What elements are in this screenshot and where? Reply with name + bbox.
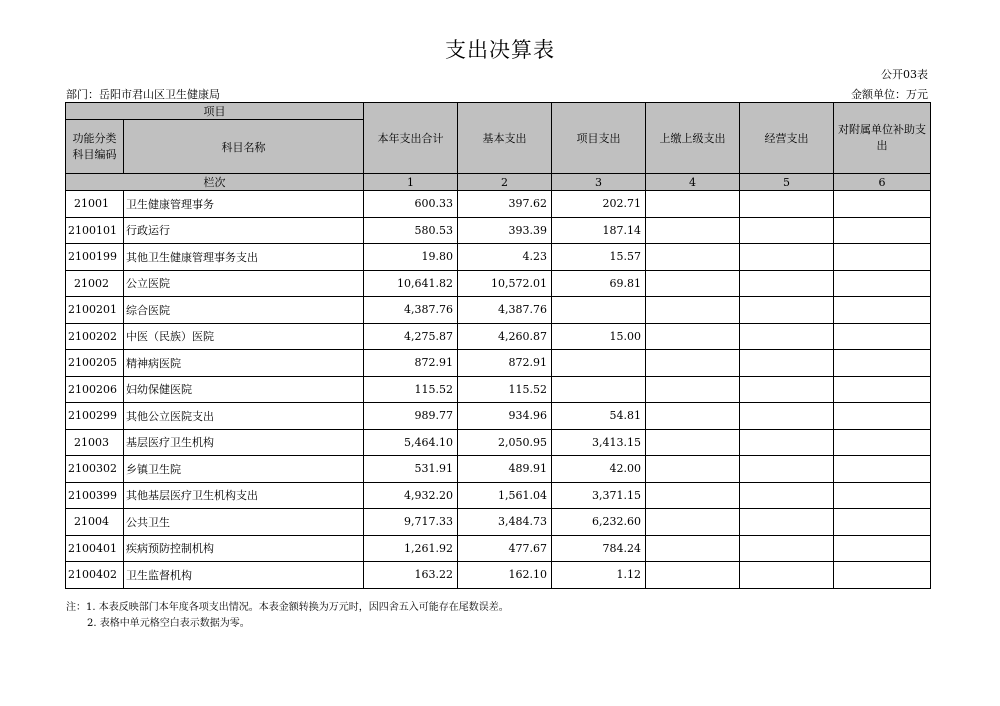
cell-total: 4,387.76 (364, 297, 458, 324)
header-subject-name: 科目名称 (124, 120, 364, 174)
table-row (66, 376, 931, 403)
cell-basic: 477.67 (458, 535, 552, 562)
cell-business (740, 376, 834, 403)
cell-business (740, 403, 834, 430)
cell-name: 卫生监督机构 (124, 562, 364, 589)
cell-basic: 115.52 (458, 376, 552, 403)
cell-business (740, 244, 834, 271)
cell-project: 6,232.60 (552, 509, 646, 536)
cell-subsidy (834, 297, 931, 324)
cell-subsidy (834, 191, 931, 218)
cell-total: 1,261.92 (364, 535, 458, 562)
cell-name: 乡镇卫生院 (124, 456, 364, 483)
cell-upper (646, 403, 740, 430)
cell-upper (646, 191, 740, 218)
table-row (66, 350, 931, 377)
cell-code: 21003 (66, 429, 124, 456)
cell-total: 19.80 (364, 244, 458, 271)
table-row (66, 456, 931, 483)
cell-upper (646, 562, 740, 589)
header-total: 本年支出合计 (364, 103, 458, 174)
header-upper: 上缴上级支出 (646, 103, 740, 174)
header-business: 经营支出 (740, 103, 834, 174)
cell-basic: 4,260.87 (458, 323, 552, 350)
cell-upper (646, 297, 740, 324)
cell-code: 2100402 (66, 562, 124, 589)
cell-upper (646, 456, 740, 483)
table-row (66, 217, 931, 244)
cell-name: 精神病医院 (124, 350, 364, 377)
cell-business (740, 429, 834, 456)
cell-subsidy (834, 509, 931, 536)
cell-basic: 3,484.73 (458, 509, 552, 536)
cell-subsidy (834, 403, 931, 430)
cell-upper (646, 376, 740, 403)
cell-project: 1.12 (552, 562, 646, 589)
table-row (66, 244, 931, 271)
cell-code: 21004 (66, 509, 124, 536)
cell-name: 疾病预防控制机构 (124, 535, 364, 562)
cell-business (740, 535, 834, 562)
header-project-expenditure: 项目支出 (552, 103, 646, 174)
cell-code: 21002 (66, 270, 124, 297)
cell-project (552, 376, 646, 403)
table-row (66, 482, 931, 509)
cell-code: 21001 (66, 191, 124, 218)
cell-upper (646, 535, 740, 562)
cell-code: 2100299 (66, 403, 124, 430)
cell-project: 42.00 (552, 456, 646, 483)
cell-subsidy (834, 323, 931, 350)
page-title: 支出决算表 (445, 38, 555, 62)
header-column-label: 栏次 (66, 174, 364, 191)
cell-code: 2100206 (66, 376, 124, 403)
col-num: 6 (834, 174, 931, 191)
cell-total: 10,641.82 (364, 270, 458, 297)
cell-total: 5,464.10 (364, 429, 458, 456)
cell-basic: 10,572.01 (458, 270, 552, 297)
cell-name: 其他公立医院支出 (124, 403, 364, 430)
department-label: 部门：岳阳市君山区卫生健康局 (66, 88, 220, 101)
cell-business (740, 509, 834, 536)
cell-project: 15.57 (552, 244, 646, 271)
col-num: 2 (458, 174, 552, 191)
cell-business (740, 270, 834, 297)
cell-business (740, 482, 834, 509)
cell-code: 2100199 (66, 244, 124, 271)
header-func-code: 功能分类科目编码 (66, 120, 124, 174)
table-row (66, 562, 931, 589)
cell-project: 3,413.15 (552, 429, 646, 456)
cell-total: 163.22 (364, 562, 458, 589)
col-num: 3 (552, 174, 646, 191)
cell-total: 600.33 (364, 191, 458, 218)
header-basic: 基本支出 (458, 103, 552, 174)
cell-name: 中医（民族）医院 (124, 323, 364, 350)
amount-unit-label: 金额单位：万元 (851, 88, 928, 101)
cell-name: 行政运行 (124, 217, 364, 244)
cell-subsidy (834, 270, 931, 297)
cell-basic: 1,561.04 (458, 482, 552, 509)
cell-upper (646, 217, 740, 244)
cell-subsidy (834, 350, 931, 377)
table-row (66, 535, 931, 562)
cell-name: 其他卫生健康管理事务支出 (124, 244, 364, 271)
col-num: 4 (646, 174, 740, 191)
cell-subsidy (834, 456, 931, 483)
cell-code: 2100101 (66, 217, 124, 244)
header-project: 项目 (66, 103, 364, 120)
cell-upper (646, 482, 740, 509)
cell-basic: 934.96 (458, 403, 552, 430)
cell-subsidy (834, 429, 931, 456)
cell-code: 2100302 (66, 456, 124, 483)
table-row (66, 270, 931, 297)
note-1: 注：1. 本表反映部门本年度各项支出情况。本表金额转换为万元时，因四舍五入可能存在尾数误差。 (66, 602, 509, 613)
cell-business (740, 562, 834, 589)
cell-subsidy (834, 376, 931, 403)
cell-basic: 2,050.95 (458, 429, 552, 456)
cell-basic: 4,387.76 (458, 297, 552, 324)
table-row (66, 323, 931, 350)
cell-basic: 397.62 (458, 191, 552, 218)
cell-upper (646, 509, 740, 536)
cell-name: 公共卫生 (124, 509, 364, 536)
cell-upper (646, 244, 740, 271)
cell-upper (646, 323, 740, 350)
cell-total: 989.77 (364, 403, 458, 430)
cell-project: 202.71 (552, 191, 646, 218)
table-row (66, 429, 931, 456)
cell-total: 580.53 (364, 217, 458, 244)
cell-total: 872.91 (364, 350, 458, 377)
cell-business (740, 191, 834, 218)
cell-business (740, 297, 834, 324)
col-num: 5 (740, 174, 834, 191)
cell-code: 2100202 (66, 323, 124, 350)
note-2: 2. 表格中单元格空白表示数据为零。 (87, 618, 250, 629)
cell-project: 3,371.15 (552, 482, 646, 509)
cell-subsidy (834, 482, 931, 509)
cell-total: 4,275.87 (364, 323, 458, 350)
table-row (66, 191, 931, 218)
cell-total: 4,932.20 (364, 482, 458, 509)
cell-subsidy (834, 244, 931, 271)
cell-subsidy (834, 562, 931, 589)
cell-project (552, 350, 646, 377)
cell-business (740, 217, 834, 244)
cell-project: 54.81 (552, 403, 646, 430)
cell-project: 15.00 (552, 323, 646, 350)
cell-name: 公立医院 (124, 270, 364, 297)
cell-code: 2100205 (66, 350, 124, 377)
header-subsidy: 对附属单位补助支出 (834, 103, 931, 174)
cell-business (740, 350, 834, 377)
table-row (66, 403, 931, 430)
cell-basic: 489.91 (458, 456, 552, 483)
col-num: 1 (364, 174, 458, 191)
cell-total: 9,717.33 (364, 509, 458, 536)
expenditure-table (65, 102, 931, 589)
cell-subsidy (834, 217, 931, 244)
cell-project (552, 297, 646, 324)
table-row (66, 509, 931, 536)
cell-project: 784.24 (552, 535, 646, 562)
cell-name: 卫生健康管理事务 (124, 191, 364, 218)
cell-basic: 872.91 (458, 350, 552, 377)
cell-total: 115.52 (364, 376, 458, 403)
cell-project: 69.81 (552, 270, 646, 297)
cell-name: 综合医院 (124, 297, 364, 324)
table-row (66, 297, 931, 324)
cell-business (740, 323, 834, 350)
form-number: 公开03表 (881, 68, 928, 81)
cell-business (740, 456, 834, 483)
cell-total: 531.91 (364, 456, 458, 483)
cell-upper (646, 429, 740, 456)
cell-name: 基层医疗卫生机构 (124, 429, 364, 456)
cell-code: 2100401 (66, 535, 124, 562)
cell-code: 2100201 (66, 297, 124, 324)
cell-upper (646, 350, 740, 377)
footnotes (66, 600, 509, 632)
cell-basic: 162.10 (458, 562, 552, 589)
cell-basic: 4.23 (458, 244, 552, 271)
cell-name: 其他基层医疗卫生机构支出 (124, 482, 364, 509)
cell-project: 187.14 (552, 217, 646, 244)
cell-code: 2100399 (66, 482, 124, 509)
cell-name: 妇幼保健医院 (124, 376, 364, 403)
cell-subsidy (834, 535, 931, 562)
cell-upper (646, 270, 740, 297)
cell-basic: 393.39 (458, 217, 552, 244)
